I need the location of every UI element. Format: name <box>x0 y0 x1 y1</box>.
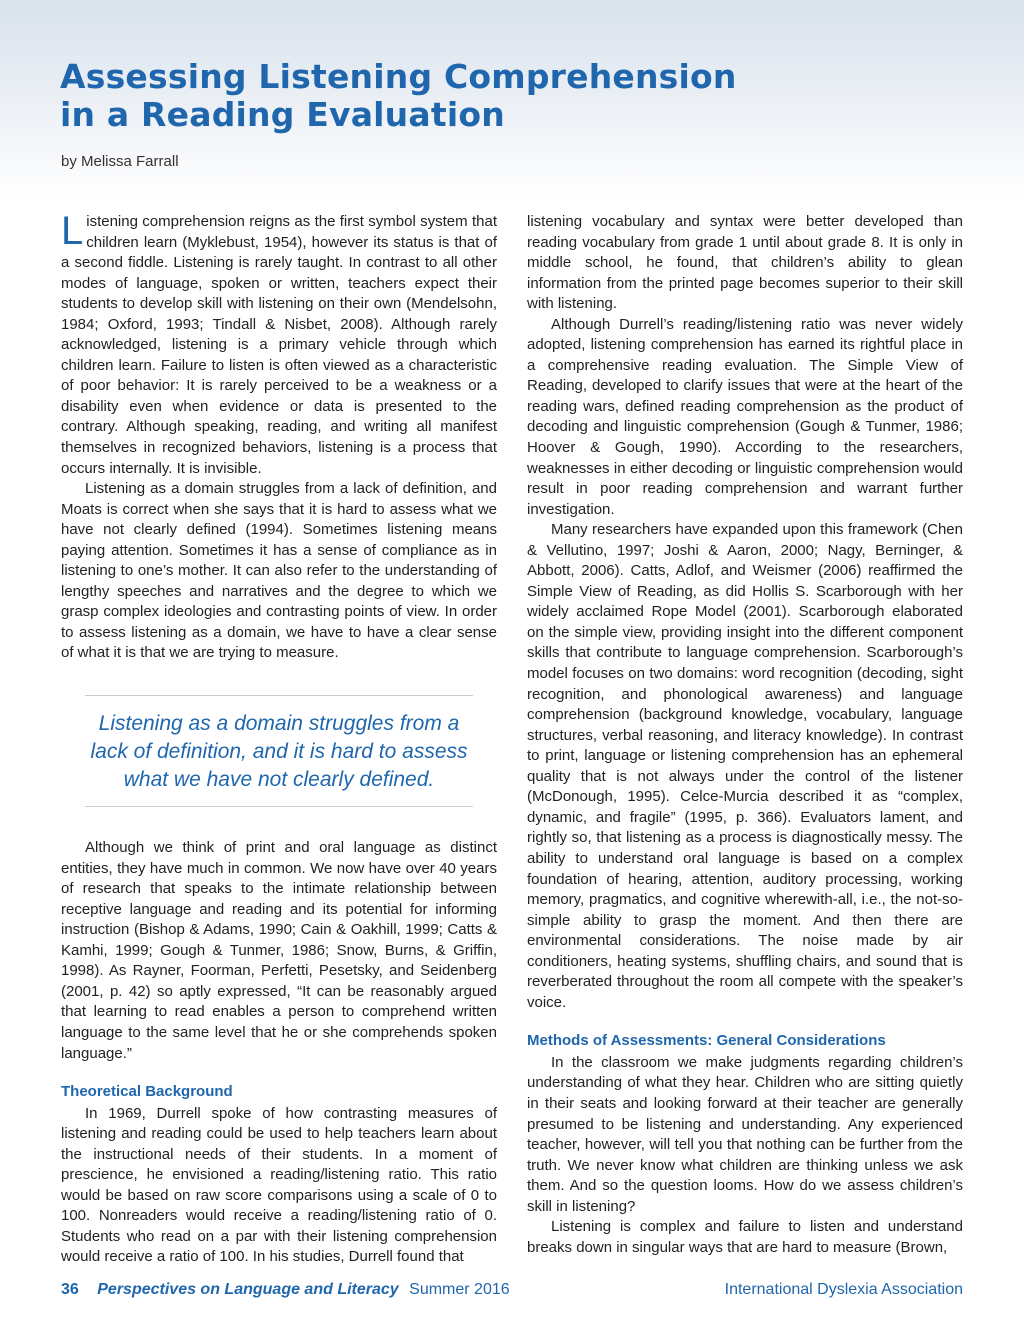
paragraph: In 1969, Durrell spoke of how contrasting measures of listening and reading could be used to help teachers learn about the instructional needs of their students. In a moment of prescience, he envisioned a reading/listening ratio. This ratio would be based on raw score comparisons using a scale of 0 to 100. Nonreaders would receive a reading/listening ratio of 0. Students who read on a par with their listening comprehension would receive a ratio of 100. In his studies, Durrell found that <box>61 1104 497 1266</box>
section-heading-methods: Methods of Assessments: General Considerations <box>527 1032 886 1050</box>
page-number: 36 <box>61 1281 79 1298</box>
left-column <box>61 209 497 1268</box>
title-line-2: in a Reading Evaluation <box>60 95 505 134</box>
issue-date: Summer 2016 <box>409 1281 510 1298</box>
paragraph-continued: listening vocabulary and syntax were better developed than reading vocabulary from grade 1 until about grade 8. It is only in middle school, he found, that children’s ability to glean information from the printed page becomes superior to their skill with listening. <box>527 213 963 313</box>
paragraph: Although Durrell’s reading/listening ratio was never widely adopted, listening comprehension has earned its rightful place in a comprehensive reading evaluation. The Simple View of Reading, developed to clarify issues that were at the heart of the reading wars, defined reading comprehension as the product of decoding and linguistic comprehension (Gough & Tunmer, 1986; Hoover & Gough, 1990). According to the researchers, weaknesses in either decoding or linguistic comprehension would result in poor reading comprehension and warrant further investigation. <box>527 315 963 518</box>
paragraph: Many researchers have expanded upon this framework (Chen & Vellutino, 1997; Joshi & Aaron, 2000; Nagy, Berninger, & Abbott, 2006). Catts, Adlof, and Weismer (2006) reaffirmed the Simple View of Reading, as did Hollis S. Scarborough with her widely acclaimed Rope Model (2001). Scarborough elaborated on the simple view, providing insight into the different component skills that contribute to language comprehension. Scarborough’s model focuses on two domains: word recognition (decoding, sight recognition, and phonological awareness) and language comprehension (background knowledge, vocabulary, language structures, verbal reasoning, and literacy knowledge). In contrast to print, language or listening comprehension has an ephemeral quality that is not always under the control of the listener (McDonough, 1995). Celce-Murcia described it as “complex, dynamic, and fragile” (1995, p. 366). Evaluators lament, and rightly so, that listening as a process is diagnostically messy. The ability to understand oral language is based on a complex foundation of hearing, attention, auditory processing, working memory, pragmatics, and cognitive wherewith-all, i.e., the not-so-simple ability to grasp the moment. And then there are environmental considerations. The noise made by air conditioners, heating systems, shuffling chairs, and sound that is reverberated throughout the room all compete with the speaker’s voice. <box>527 521 963 1011</box>
paragraph: Listening as a domain struggles from a lack of definition, and Moats is correct when she says that it is hard to assess what we have not clearly defined (1994). Sometimes listening means paying attention. Sometimes it has a sense of compliance as in listening to one’s mother. It can also refer to the understanding of lengthy speeches and narratives and the degree to which we grasp complex ideologies and contrasting points of view. In order to assess listening as a domain, we have to have a clear sense of what it is that we are trying to measure. <box>61 480 497 662</box>
paragraph-intro-text: istening comprehension reigns as the first symbol system that children learn (Myklebust, 1954), however its status is that of a second fiddle. Listening is rarely taught. In contrast to all other modes of language, spoken or written, teachers expect their students to develop skill with listening on their own (Mendelsohn, 1984; Oxford, 1993; Tindall & Nisbet, 2008). Although rarely acknowledged, listening is a primary vehicle through which children learn. Failure to listen is often viewed as a characteristic of poor behavior: It is rarely perceived to be a weakness or a disability even when evidence or data is presented to the contrary. Although speaking, reading, and writing all manifest themselves in recognized behaviors, listening is a process that occurs internally. It is invisible. <box>61 213 497 477</box>
section-heading-theoretical: Theoretical Background <box>61 1083 233 1101</box>
page-footer <box>61 1281 963 1299</box>
byline: by Melissa Farrall <box>61 153 179 170</box>
right-column <box>527 212 963 1258</box>
article-title <box>60 58 737 134</box>
paragraph: Although we think of print and oral language as distinct entities, they have much in common. We now have over 40 years of research that speaks to the intimate relationship between receptive language and reading and its potential for informing instruction (Bishop & Adams, 1990; Cain & Oakhill, 1999; Catts & Kamhi, 1999; Gough & Tunmer, 1986; Snow, Burns, & Griffin, 1998). As Rayner, Foorman, Perfetti, Pesetsky, and Seidenberg (2001, p. 42) so aptly expressed, “It can be reasonably argued that learning to read enables a person to comprehend written language to the same level that he or she comprehends spoken language.” <box>61 839 497 1062</box>
title-line-1: Assessing Listening Comprehension <box>60 57 737 96</box>
organization-name: International Dyslexia Association <box>724 1281 963 1298</box>
drop-cap: L <box>61 209 84 253</box>
paragraph: In the classroom we make judgments regarding children’s understanding of what they hear. Children who are sitting quietly in their seats and looking forward at their teacher are generally presumed to be listening and understanding. Any experienced teacher, however, will tell you that nothing can be further from the truth. We never know what children are thinking unless we ask them. And so the question looms. How do we assess children’s skill in listening? <box>527 1053 963 1215</box>
journal-name: Perspectives on Language and Literacy <box>97 1281 399 1298</box>
paragraph-intro <box>61 209 497 479</box>
paragraph: Listening is complex and failure to listen and understand breaks down in singular ways that are hard to measure (Brown, <box>527 1218 963 1256</box>
pull-quote: Listening as a domain struggles from a lack of definition, and it is hard to assess what we have not clearly defined. <box>85 695 473 807</box>
